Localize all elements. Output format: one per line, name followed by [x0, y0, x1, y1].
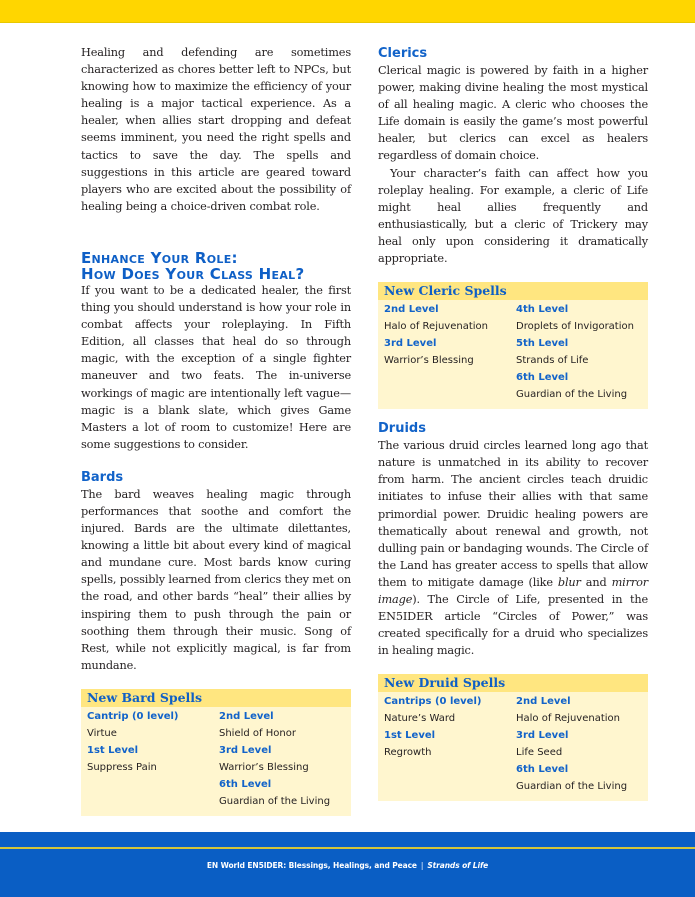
cleric-spells-left-column [384, 301, 516, 403]
footer-separator: | [420, 861, 424, 870]
spell-level: 6th Level [516, 372, 569, 384]
spell-name: Guardian of the Living [219, 795, 331, 807]
top-color-band [0, 0, 695, 23]
spell-name: Halo of Rejuvenation [384, 321, 488, 333]
spell-name: Warrior’s Blessing [384, 355, 474, 367]
heading-line-1: Enhance Your Role: [81, 248, 238, 267]
druids-text-part-2: ). The Circle of Life, presented in the [412, 592, 648, 606]
druids-text-and: and [580, 575, 612, 589]
spell-reference-blur: blur [557, 575, 581, 589]
druids-heading: Druids [378, 421, 426, 437]
spell-level: 6th Level [219, 778, 272, 790]
cleric-spells-right-column [516, 301, 648, 403]
druids-text-part-3: article “Circles of Power,” was created specifically for a druid who specializes in healing magic. [378, 610, 648, 658]
bard-spells-title: New Bard Spells [81, 689, 351, 707]
spell-level: 3rd Level [219, 744, 272, 756]
spell-name: Strands of Life [516, 355, 589, 367]
spell-level: 1st Level [384, 730, 436, 742]
spell-name: Halo of Rejuvenation [516, 713, 620, 725]
spell-reference-mirror-image: mirror image [378, 575, 648, 606]
spell-level: 6th Level [516, 764, 569, 776]
druid-spells-box [378, 674, 648, 801]
spell-level: 1st Level [87, 744, 139, 756]
spell-level: 2nd Level [384, 304, 439, 316]
footer-publication: EN World EN5IDER: Blessings, Healings, and Peace [206, 861, 417, 870]
intro-paragraph: Healing and defending are sometimes characterized as chores better left to NPCs, but knowing how to maximize the efficiency of your healing is a major tactical experience. As a healer, when allies start dropping and defeat seems imminent, you need the right spells and tactics to save the day. The spells and suggestions in this article are geared toward players who are excited about the possibility of healing being a choice-driven combat role. [81, 46, 351, 213]
clerics-paragraph-2: Your character’s faith can affect how you roleplay healing. For example, a cleric of Life might heal allies frequently and enthusiastically, but a cleric of Trickery may heal only upon considering it dramatically appropriate. [378, 166, 648, 266]
clerics-paragraph-1: Clerical magic is powered by faith in a higher power, making divine healing the most mystical of all healing magic. A cleric who chooses the Life domain is easily the game’s most powerful healer, but clerics can excel as healers regardless of domain choice. [378, 64, 648, 163]
page-footer [0, 832, 695, 897]
druid-spells-grid [378, 692, 648, 795]
spell-name: Warrior’s Blessing [219, 761, 309, 773]
bard-spells-right-column [219, 708, 351, 810]
bard-spells-grid [81, 707, 351, 810]
cleric-spells-grid [378, 300, 648, 403]
druid-spells-title: New Druid Spells [378, 674, 648, 692]
spell-level: Cantrips (0 level) [384, 696, 482, 708]
footer-article-title: Strands of Life [427, 861, 489, 870]
druid-spells-right-column [516, 693, 648, 795]
clerics-heading: Clerics [378, 46, 428, 61]
section-heading-enhance-role [81, 250, 351, 282]
spell-name: Regrowth [384, 747, 432, 759]
spell-level: Cantrip (0 level) [87, 710, 179, 722]
bards-heading: Bards [81, 469, 124, 485]
spell-level: 3rd Level [516, 730, 569, 742]
spell-level: 3rd Level [384, 338, 437, 350]
bards-paragraph: The bard weaves healing magic through performances that soothe and comfort the injured. Bards are the ultimate dilettantes, knowing a little bit about every kind of magical and mundane cure. Most bards know curing spells, possibly learned from clerics they met on the road, and other bards “heal” their allies by inspiring them to push through the pain or soothing them through their music. Song of Rest, while not explicitly magical, is far from mundane. [81, 487, 351, 672]
druid-spells-left-column [384, 693, 516, 795]
ensider-brand: EN5IDER [378, 610, 433, 624]
spell-name: Nature’s Ward [384, 713, 456, 725]
cleric-spells-box [378, 282, 648, 409]
bard-spells-left-column [87, 708, 219, 810]
druids-text-part-1: The various druid circles learned long ago that nature is unmatched in its ability to recover from harm. The ancient circles teach druidic initiates to infuse their allies with that same primordial power. Druidic healing powers are thematically about renewal and growth, not dulling pain or bandaging wounds. The Circle of the Land has greater access to spells that allow them to mitigate damage (like [378, 439, 648, 589]
spell-name: Suppress Pain [87, 761, 157, 773]
spell-level: 2nd Level [219, 710, 274, 722]
footer-yellow-rule [0, 847, 695, 849]
spell-name: Droplets of Invigoration [516, 321, 634, 333]
left-column [81, 44, 351, 816]
spell-level: 2nd Level [516, 696, 571, 708]
footer-text [0, 861, 695, 870]
spell-name: Shield of Honor [219, 727, 296, 739]
druids-paragraph [378, 437, 648, 659]
right-column [378, 44, 648, 801]
spell-level: 5th Level [516, 338, 569, 350]
spell-level: 4th Level [516, 304, 569, 316]
spell-name: Virtue [87, 727, 117, 739]
spell-name: Guardian of the Living [516, 389, 628, 401]
bard-spells-box [81, 689, 351, 816]
enhance-paragraph: If you want to be a dedicated healer, the first thing you should understand is how your role in combat affects your roleplaying. In Fifth Edition, all classes that heal do so through magic, with the exception of a single fighter maneuver and two feats. The in-universe workings of magic are intentionally left vague—magic is a blank slate, which gives Game Masters a lot of room to customize! Here are some suggestions to consider. [81, 283, 351, 451]
spell-name: Guardian of the Living [516, 781, 628, 793]
spell-name: Life Seed [516, 747, 563, 759]
heading-line-2: How Does Your Class Heal? [81, 264, 305, 283]
cleric-spells-title: New Cleric Spells [378, 282, 648, 300]
